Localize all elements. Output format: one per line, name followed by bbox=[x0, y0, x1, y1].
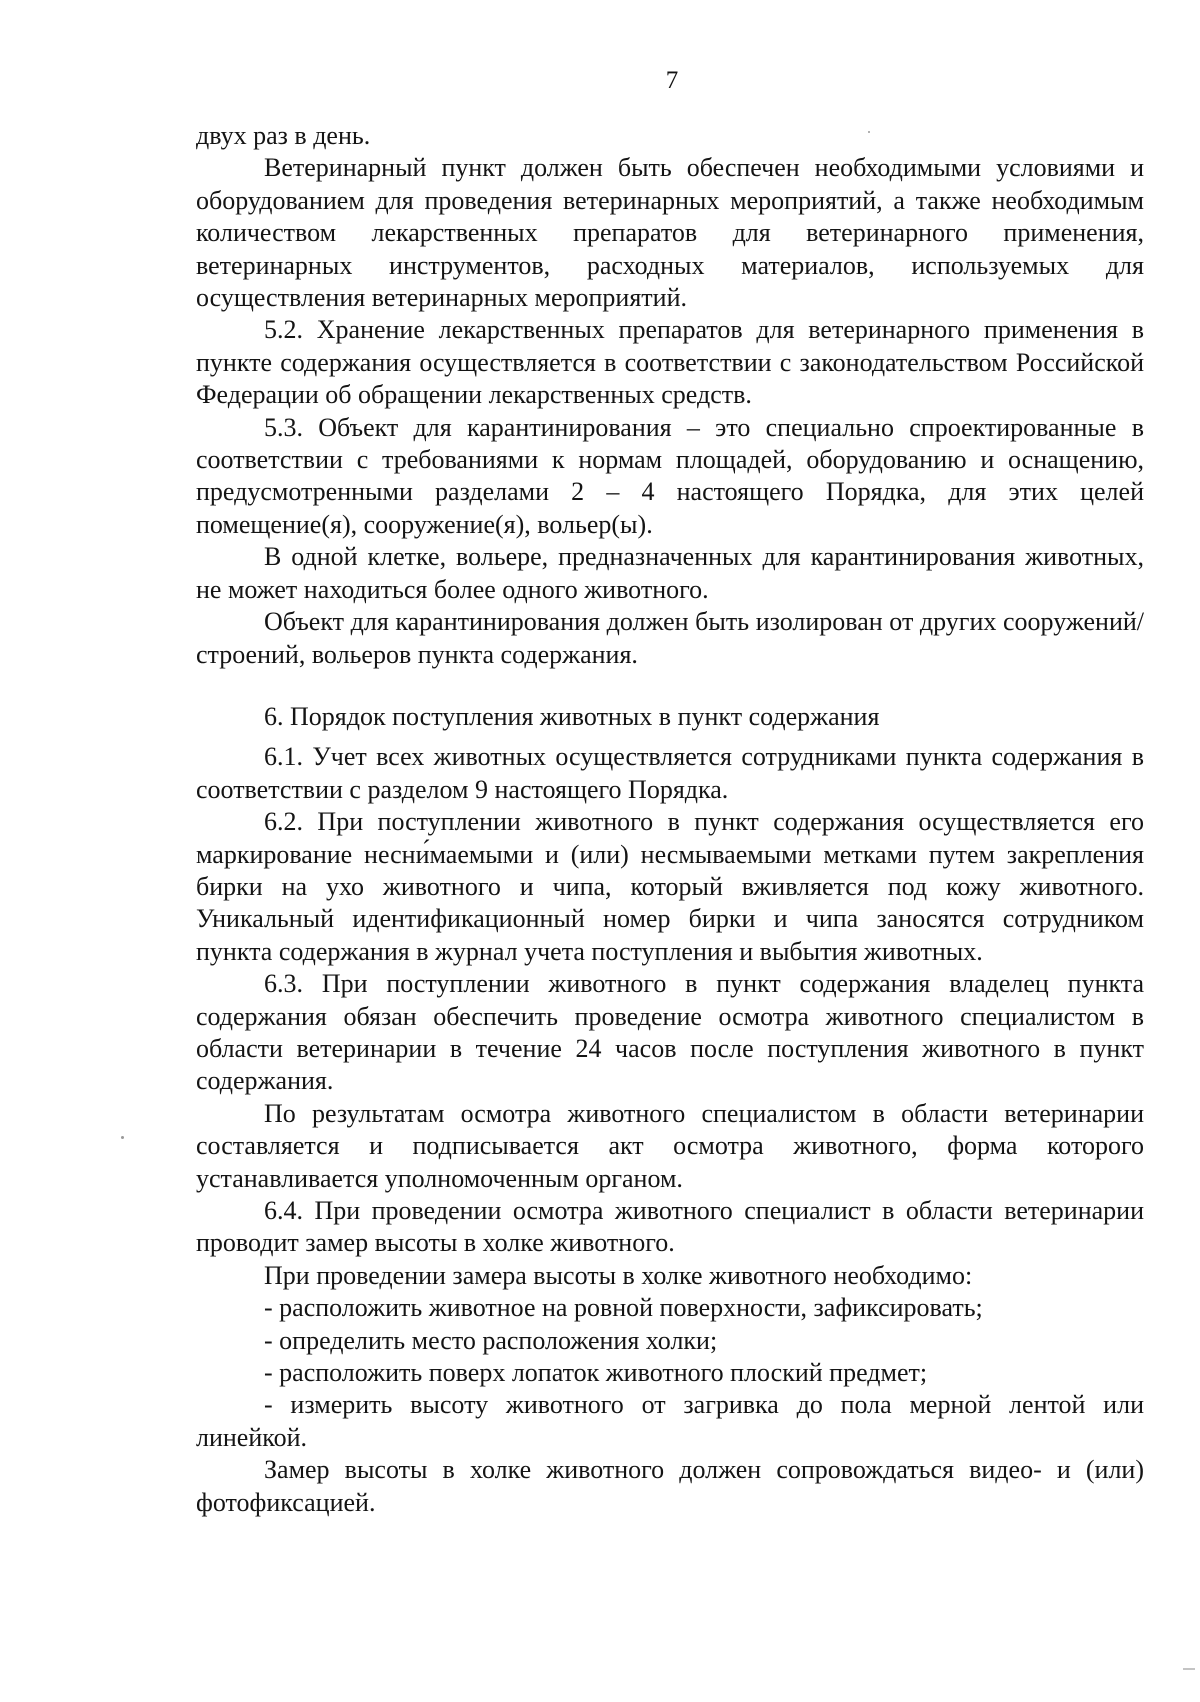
scan-speck bbox=[121, 1136, 124, 1139]
paragraph-photo-video: Замер высоты в холке животного должен сопровождаться видео- и (или) фотофиксацией. bbox=[196, 1455, 1144, 1517]
list-item-position: - расположить животное на ровной поверхности, зафиксировать; bbox=[264, 1293, 983, 1323]
paragraph-6-4: 6.4. При проведении осмотра животного специалист в области ветеринарии проводит замер высоты в холке животного. bbox=[196, 1196, 1144, 1258]
paragraph-6-3: 6.3. При поступлении животного в пункт содержания владелец пункта содержания обязан обеспечить проведение осмотра животного специалистом в области ветеринарии в течение 24 часов после поступления животного в пункт содержания. bbox=[196, 969, 1144, 1096]
paragraph-6-2: 6.2. При поступлении животного в пункт содержания осуществляется его маркирование несни́маемыми и (или) несмываемыми метками путем закрепления бирки на ухо животного и чипа, который вживляется под кожу животного. Уникальный идентификационный номер бирки и чипа заносятся сотрудником пункта содержания в журнал учета поступления и выбытия животных. bbox=[196, 807, 1144, 966]
paragraph-quarantine-isolation: Объект для карантинирования должен быть изолирован от других сооружений/строений, вольеров пункта содержания. bbox=[196, 607, 1144, 669]
list-item-flat-object: - расположить поверх лопаток животного плоский предмет; bbox=[264, 1358, 928, 1388]
scan-speck bbox=[868, 131, 870, 133]
paragraph-5-2: 5.2. Хранение лекарственных препаратов для ветеринарного применения в пункте содержания осуществляется в соответствии с законодательством Российской Федерации об обращении лекарственных средств. bbox=[196, 315, 1144, 410]
paragraph-inspection-act: По результатам осмотра животного специалистом в области ветеринарии составляется и подписывается акт осмотра животного, форма которого устанавливается уполномоченным органом. bbox=[196, 1098, 1144, 1193]
section-heading-6: 6. Порядок поступления животных в пункт содержания bbox=[264, 701, 880, 731]
paragraph-continuation: двух раз в день. bbox=[196, 121, 371, 150]
paragraph-6-1: 6.1. Учет всех животных осуществляется сотрудниками пункта содержания в соответствии с разделом 9 настоящего Порядка. bbox=[196, 742, 1144, 804]
paragraph-measure-intro: При проведении замера высоты в холке животного необходимо: bbox=[264, 1260, 973, 1290]
scan-edge-mark bbox=[1183, 1668, 1195, 1670]
document-body bbox=[196, 120, 1144, 1519]
paragraph-5-3: 5.3. Объект для карантинирования – это специально спроектированные в соответствии с требованиями к нормам площадей, оборудованию и оснащению, предусмотренными разделами 2 – 4 настоящего Порядка, для этих целей помещение(я), сооружение(я), вольер(ы). bbox=[196, 412, 1144, 539]
list-item-measure-height: - измерить высоту животного от загривка до пола мерной лентой или линейкой. bbox=[196, 1390, 1144, 1452]
page-number: 7 bbox=[665, 67, 679, 94]
list-item-locate-withers: - определить место расположения холки; bbox=[264, 1325, 718, 1355]
paragraph-vet-point: Ветеринарный пункт должен быть обеспечен необходимыми условиями и оборудованием для проведения ветеринарных мероприятий, а также необходимым количеством лекарственных препаратов для ветеринарного применения, ветеринарных инструментов, расходных материалов, используемых для осуществления ветеринарных мероприятий. bbox=[196, 153, 1144, 313]
paragraph-quarantine-cage: В одной клетке, вольере, предназначенных для карантинирования животных, не может находиться более одного животного. bbox=[196, 542, 1144, 604]
